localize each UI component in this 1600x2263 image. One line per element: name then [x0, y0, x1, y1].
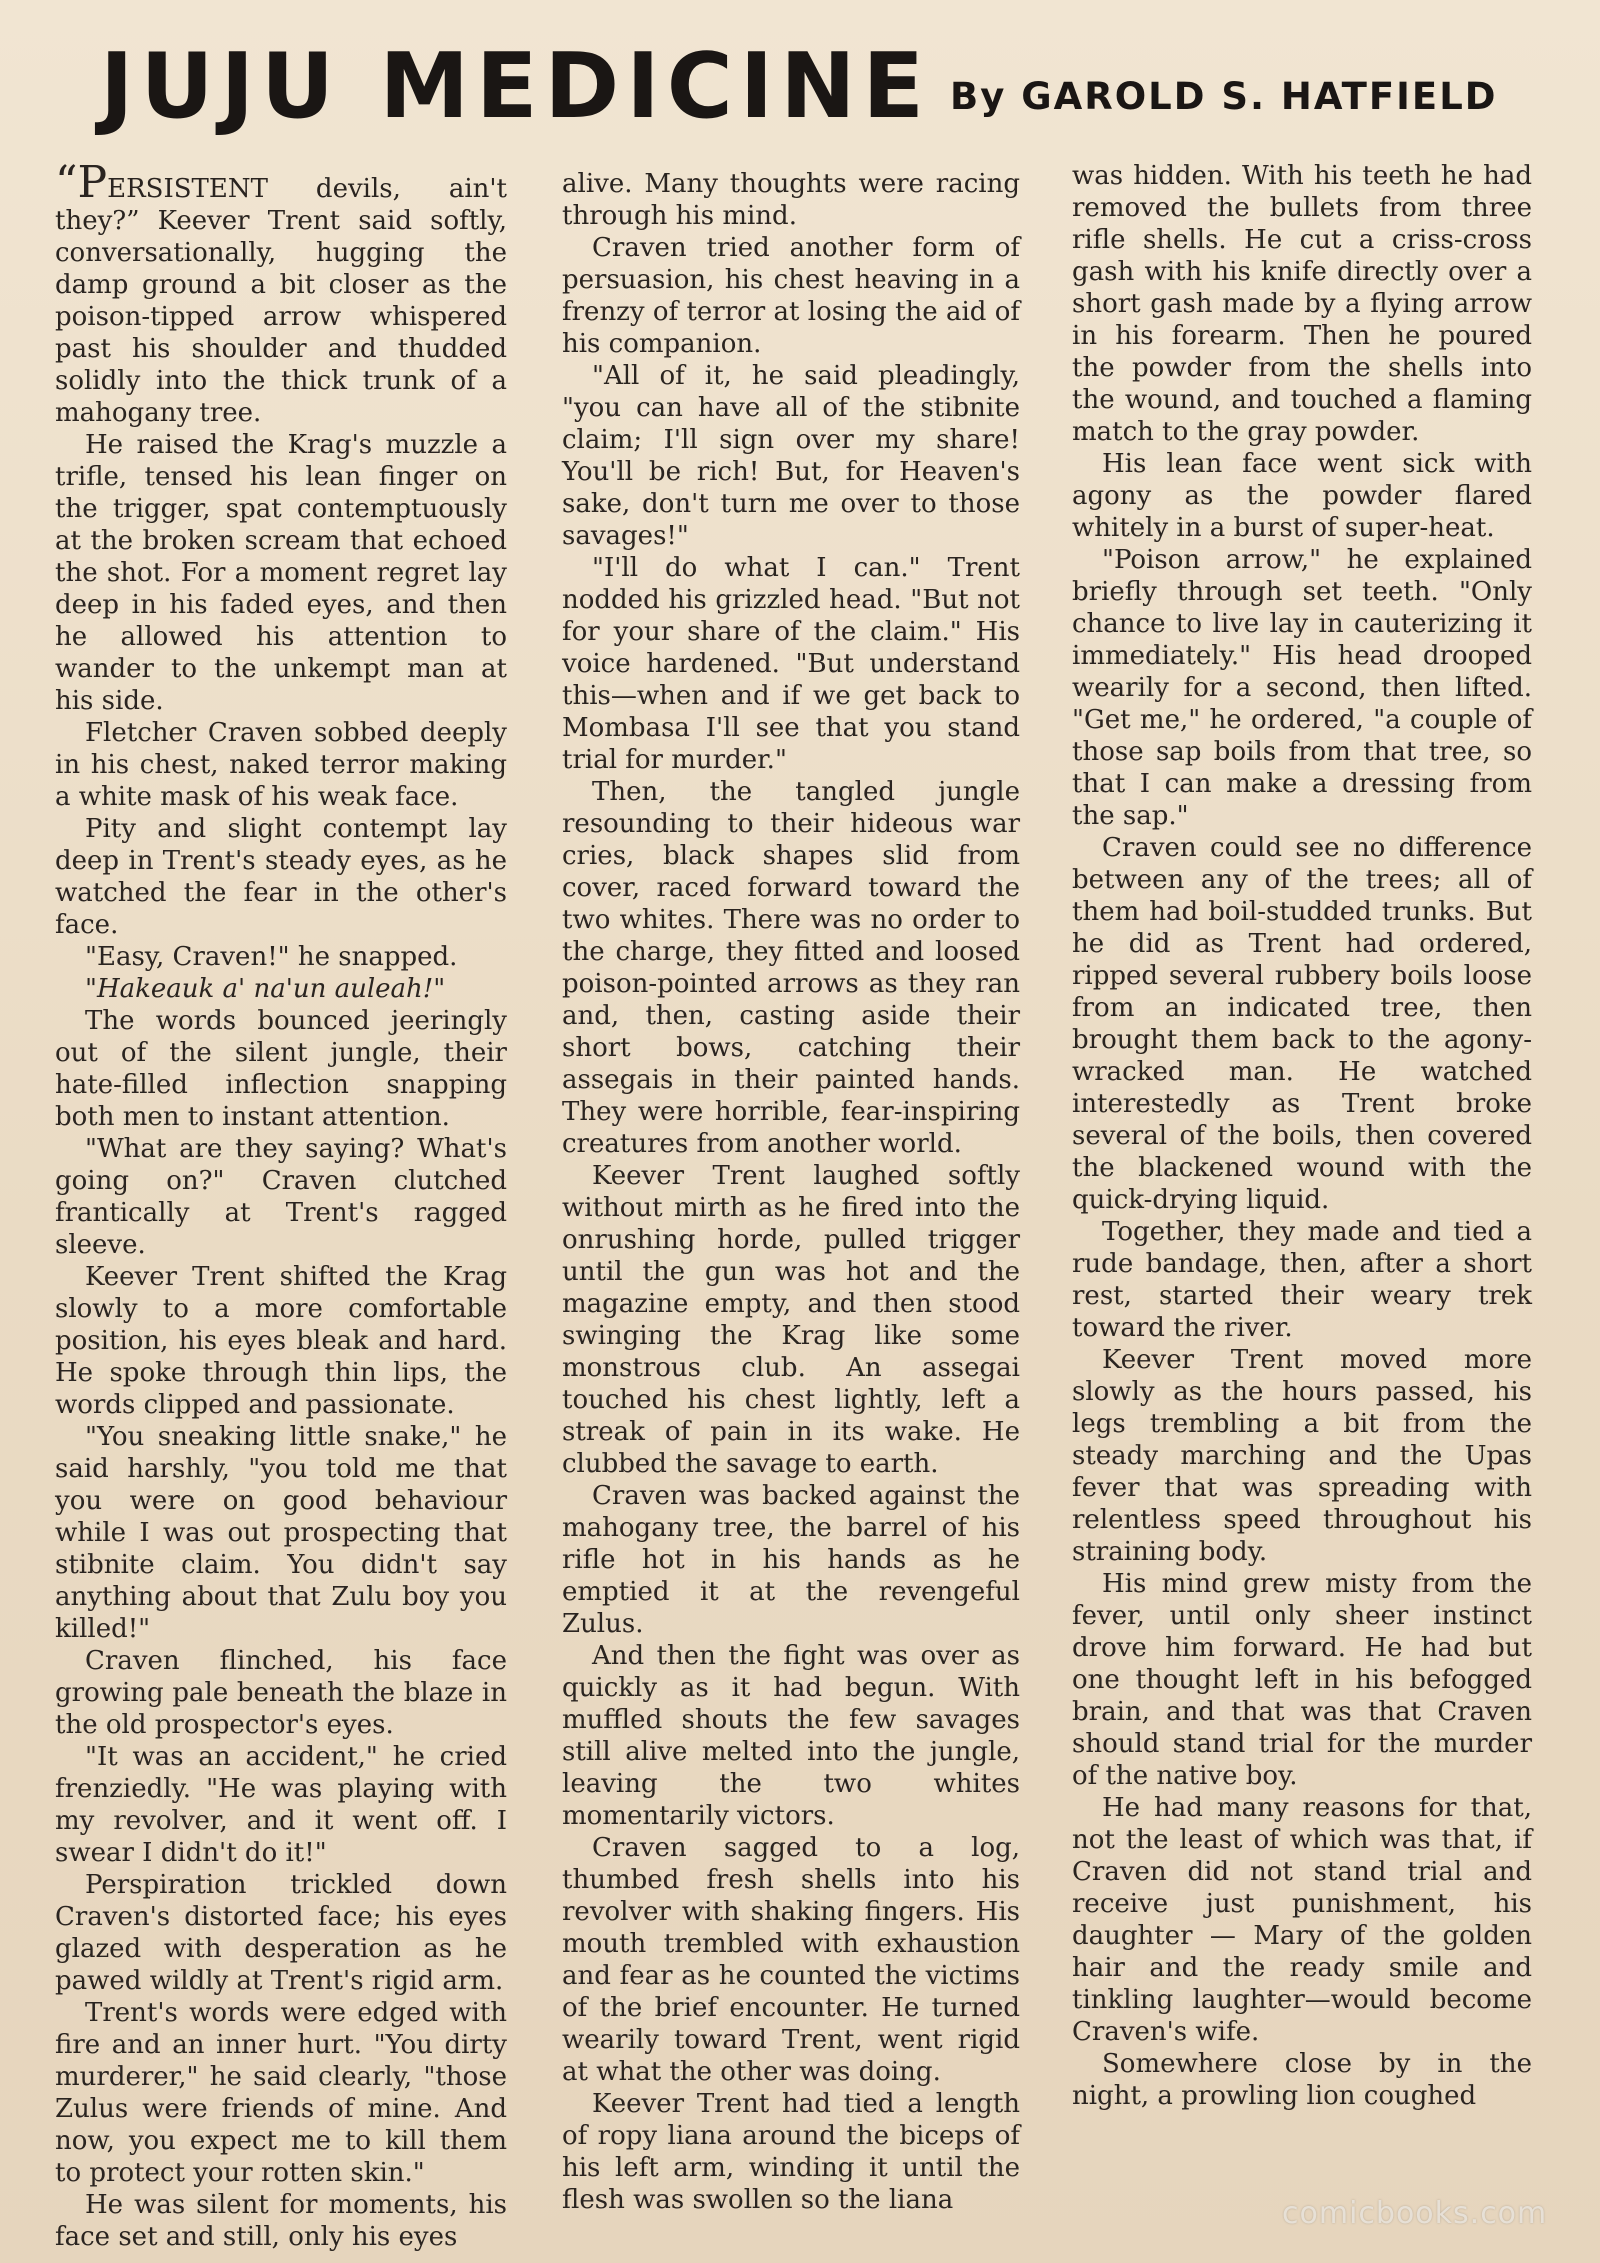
- paragraph: "What are they saying? What's going on?" Craven clutched frantically at Trent's ragged sleeve.: [55, 1134, 507, 1260]
- paragraph: Craven tried another form of persuasion, his chest heaving in a frenzy of terror at losing the aid of his companion.: [562, 233, 1020, 359]
- paragraph: “PERSISTENT devils, ain't they?” Keever Trent said softly, conversationally, hugging the damp ground a bit closer as the poison-tipped arrow whispered past his shoulder and thudded solidly into the thick trunk of a mahogany tree.: [55, 157, 507, 428]
- paragraph: The words bounced jeeringly out of the silent jungle, their hate-filled inflection snapping both men to instant attention.: [55, 1006, 507, 1132]
- paragraph: "You sneaking little snake," he said harshly, "you told me that you were on good behaviour while I was out prospecting that stibnite claim. You didn't say anything about that Zulu boy you killed!": [55, 1422, 507, 1644]
- paragraph: "It was an accident," he cried frenziedly. "He was playing with my revolver, and it went off. I swear I didn't do it!": [55, 1742, 507, 1868]
- paragraph: Perspiration trickled down Craven's distorted face; his eyes glazed with desperation as he pawed wildly at Trent's rigid arm.: [55, 1870, 507, 1996]
- paragraph: "Hakeauk a' na'un auleah!": [85, 974, 446, 1004]
- paragraph: He had many reasons for that, not the least of which was that, if Craven did not stand trial and receive just punishment, his daughter — Mary of the golden hair and the ready smile and tinkling laughter—would become Craven's wife.: [1072, 1793, 1532, 2047]
- paragraph: Keever Trent moved more slowly as the hours passed, his legs trembling a bit from the steady marching and the Upas fever that was spreading with relentless speed throughout his straining body.: [1072, 1345, 1532, 1567]
- paragraph: His mind grew misty from the fever, until only sheer instinct drove him forward. He had but one thought left in his befogged brain, and that was that Craven should stand trial for the murder of the native boy.: [1072, 1569, 1532, 1791]
- article-title: JUJU MEDICINE: [100, 34, 932, 139]
- paragraph: Pity and slight contempt lay deep in Trent's steady eyes, as he watched the fear in the other's face.: [55, 814, 507, 940]
- paragraph: Craven sagged to a log, thumbed fresh shells into his revolver with shaking fingers. His mouth trembled with exhaustion and fear as he counted the victims of the brief encounter. He turned wearily toward Trent, went rigid at what the other was doing.: [562, 1833, 1020, 2087]
- paragraph: He raised the Krag's muzzle a trifle, tensed his lean finger on the trigger, spat contemptuously at the broken scream that echoed the shot. For a moment regret lay deep in his faded eyes, and then he allowed his attention to wander to the unkempt man at his side.: [55, 430, 507, 716]
- paragraph: Fletcher Craven sobbed deeply in his chest, naked terror making a white mask of his weak face.: [55, 718, 507, 812]
- paragraph: "Poison arrow," he explained briefly through set teeth. "Only chance to live lay in cauterizing it immediately." His head drooped wearily for a second, then lifted. "Get me," he ordered, "a couple of those sap boils from that tree, so that I can make a dressing from the sap.": [1072, 545, 1532, 831]
- paragraph: He was silent for moments, his face set and still, only his eyes: [55, 2190, 507, 2252]
- paragraph: Craven was backed against the mahogany tree, the barrel of his rifle hot in his hands as he emptied it at the revengeful Zulus.: [562, 1481, 1020, 1639]
- paragraph: was hidden. With his teeth he had removed the bullets from three rifle shells. He cut a criss-cross gash with his knife directly over a short gash made by a flying arrow in his forearm. Then he poured the powder from the shells into the wound, and touched a flaming match to the gray powder.: [1072, 161, 1532, 447]
- paragraph: Keever Trent shifted the Krag slowly to a more comfortable position, his eyes bleak and hard. He spoke through thin lips, the words clipped and passionate.: [55, 1262, 507, 1420]
- paragraph: His lean face went sick with agony as the powder flared whitely in a burst of super-heat.: [1072, 449, 1532, 543]
- paragraph: "I'll do what I can." Trent nodded his grizzled head. "But not for your share of the claim." His voice hardened. "But understand this—when and if we get back to Mombasa I'll see that you stand trial for murder.": [562, 553, 1020, 775]
- paragraph: Keever Trent laughed softly without mirth as he fired into the onrushing horde, pulled trigger until the gun was hot and the magazine empty, and then stood swinging the Krag like some monstrous club. An assegai touched his chest lightly, left a streak of pain in its wake. He clubbed the savage to earth.: [562, 1161, 1020, 1479]
- paragraph: Keever Trent had tied a length of ropy liana around the biceps of his left arm, winding it until the flesh was swollen so the liana: [562, 2089, 1020, 2215]
- site-watermark: comicbooks.com: [1282, 2196, 1548, 2231]
- paragraph: Craven could see no difference between any of the trees; all of them had boil-studded trunks. But he did as Trent had ordered, ripped several rubbery boils loose from an indicated tree, then brought them back to the agony-wracked man. He watched interestedly as Trent broke several of the boils, then covered the blackened wound with the quick-drying liquid.: [1072, 833, 1532, 1215]
- paragraph: Somewhere close by in the night, a prowling lion coughed: [1072, 2049, 1532, 2111]
- paragraph: alive. Many thoughts were racing through his mind.: [562, 169, 1020, 231]
- paragraph: "Easy, Craven!" he snapped.: [85, 942, 458, 972]
- text-column-3: [1072, 160, 1532, 2180]
- paragraph: Craven flinched, his face growing pale beneath the blaze in the old prospector's eyes.: [55, 1646, 507, 1740]
- paragraph: And then the fight was over as quickly as it had begun. With muffled shouts the few savages still alive melted into the jungle, leaving the two whites momentarily victors.: [562, 1641, 1020, 1831]
- article-header: [100, 32, 1520, 142]
- text-column-1: [55, 157, 507, 2252]
- article-byline: By GAROLD S. HATFIELD: [950, 75, 1498, 118]
- paragraph: Then, the tangled jungle resounding to their hideous war cries, black shapes slid from cover, raced forward toward the two whites. There was no order to the charge, they fitted and loosed poison-pointed arrows as they ran and, then, casting aside their short bows, catching their assegais in their painted hands. They were horrible, fear-inspiring creatures from another world.: [562, 777, 1020, 1159]
- paragraph: Together, they made and tied a rude bandage, then, after a short rest, started their weary trek toward the river.: [1072, 1217, 1532, 1343]
- text-column-2: [562, 168, 1020, 2215]
- paragraph: Trent's words were edged with fire and an inner hurt. "You dirty murderer," he said clearly, "those Zulus were friends of mine. And now, you expect me to kill them to protect your rotten skin.": [55, 1998, 507, 2188]
- paragraph: "All of it, he said pleadingly, "you can have all of the stibnite claim; I'll sign over my share! You'll be rich! But, for Heaven's sake, don't turn me over to those savages!": [562, 361, 1020, 551]
